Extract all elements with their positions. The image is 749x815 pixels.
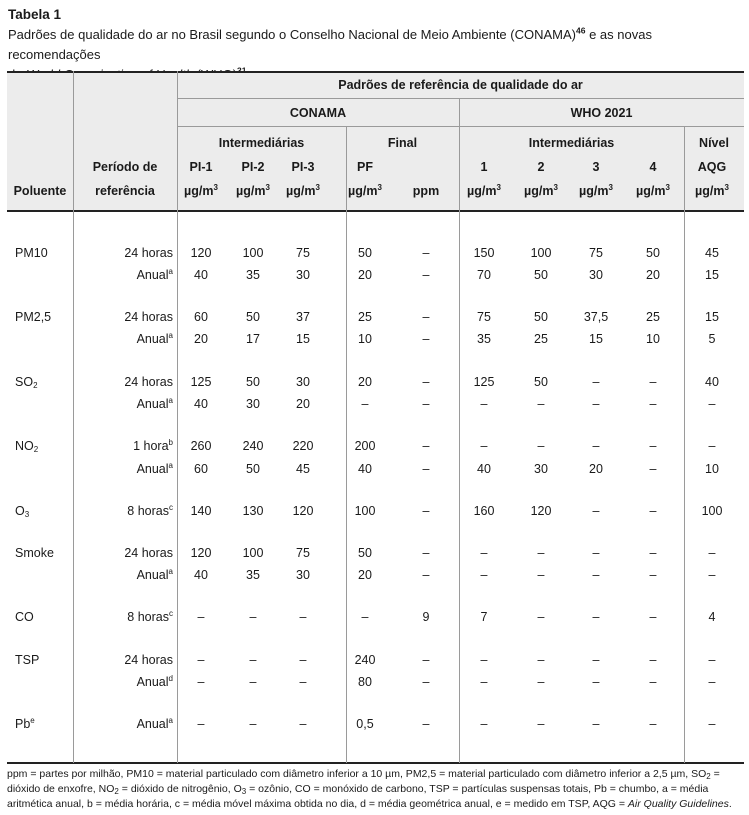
footnote-part-2: = dióxido de enxofre, NO (7, 768, 720, 795)
period-cell (77, 396, 173, 412)
bottom-rule (7, 762, 744, 764)
table-cell: 50 (358, 546, 372, 560)
footnote-part-1: ppm = partes por milhão, PM10 = material particulado com diâmetro inferior a 10 µm, PM2,5 = material particulado com diâmetro inferior a 2,5 µm, SO (7, 768, 707, 780)
table-cell: 150 (473, 246, 495, 260)
top-rule (7, 71, 744, 73)
period-text: Anual (136, 568, 169, 582)
table-cell: – (480, 653, 488, 667)
pollutant-name (15, 503, 73, 519)
period-text: 24 horas (124, 246, 173, 260)
table-cell: – (422, 439, 430, 453)
table-cell: 240 (242, 439, 264, 453)
table-cell: – (361, 610, 369, 624)
table-cell: – (299, 675, 307, 689)
table-cell: – (537, 439, 545, 453)
table-cell: 20 (194, 332, 208, 346)
pollutant-text: CO (15, 610, 34, 624)
period-superscript: a (168, 266, 173, 276)
table-cell: 0,5 (356, 717, 374, 731)
table-cell: 37,5 (583, 310, 609, 324)
column-unit (228, 183, 278, 199)
table-cell: 10 (646, 332, 660, 346)
table-cell: 200 (354, 439, 376, 453)
table-footnote (7, 767, 746, 812)
table-cell: – (649, 717, 657, 731)
table-cell: – (592, 675, 600, 689)
column-label: PI-3 (291, 160, 315, 174)
table-cell: – (480, 397, 488, 411)
table-cell: 30 (296, 375, 310, 389)
table-cell: 125 (473, 375, 495, 389)
unit-text: µg/m (524, 184, 554, 198)
period-superscript: a (168, 566, 173, 576)
table-cell: 20 (358, 268, 372, 282)
table-cell: – (708, 653, 716, 667)
table-cell: 75 (477, 310, 491, 324)
unit-text: µg/m (236, 184, 266, 198)
table-title: Tabela 1 (8, 7, 62, 22)
table-cell: 130 (242, 504, 264, 518)
table-cell: 37 (296, 310, 310, 324)
table-cell: 125 (190, 375, 212, 389)
table-cell: 100 (242, 546, 264, 560)
footnote-sub-1: 2 (706, 772, 711, 781)
unit-exponent: 3 (608, 182, 613, 192)
pollutant-text: Pb (15, 717, 31, 731)
table-cell: 50 (246, 310, 260, 324)
table-cell: – (249, 675, 257, 689)
table-cell: 50 (534, 268, 548, 282)
air-quality-table (7, 71, 744, 764)
table-cell: 20 (358, 375, 372, 389)
table-cell: – (249, 717, 257, 731)
table-cell: – (708, 546, 716, 560)
table-cell: 30 (296, 568, 310, 582)
column-label: PI-2 (241, 160, 265, 174)
pollutant-text: PM10 (15, 246, 48, 260)
table-cell: 50 (534, 375, 548, 389)
table-cell: 20 (296, 397, 310, 411)
table-cell: – (249, 610, 257, 624)
period-text: Anual (136, 462, 169, 476)
period-text: 24 horas (124, 653, 173, 667)
table-cell: – (537, 546, 545, 560)
period-cell (77, 245, 173, 261)
table-cell: 220 (292, 439, 314, 453)
header-poluente: Poluente (13, 184, 67, 198)
period-superscript: d (168, 673, 173, 683)
table-cell: 50 (246, 462, 260, 476)
header-line-2 (177, 126, 744, 127)
table-cell: 17 (246, 332, 260, 346)
table-cell: 30 (589, 268, 603, 282)
footnote-part-4: = ozônio, CO = monóxido de carbono, TSP = partículas suspensas totais, Pb = chumbo, a = média aritmética anual, b = média horária, c = média móvel máxima obtida no dia, d = média geométrica anual, e = medido em TSP, AQG = (7, 783, 709, 810)
period-cell (77, 309, 173, 325)
table-cell: – (422, 568, 430, 582)
column-label: AQG (697, 160, 727, 174)
header-line-1 (177, 98, 744, 99)
period-cell (77, 567, 173, 583)
table-cell: 60 (194, 310, 208, 324)
table-cell: – (197, 717, 205, 731)
footnote-part-3: = dióxido de nitrogênio, O (118, 783, 242, 795)
table-cell: – (422, 462, 430, 476)
column-label: 3 (592, 160, 600, 174)
table-cell: 10 (705, 462, 719, 476)
unit-exponent: 3 (496, 182, 501, 192)
unit-exponent: 3 (665, 182, 670, 192)
unit-exponent: 3 (724, 182, 729, 192)
table-cell: 9 (422, 610, 430, 624)
period-superscript: a (168, 715, 173, 725)
table-cell: – (708, 675, 716, 689)
table-cell: 20 (358, 568, 372, 582)
unit-text: µg/m (286, 184, 316, 198)
table-cell: – (422, 675, 430, 689)
header-periodo-2: referência (95, 184, 155, 198)
header-periodo-1: Período de (92, 160, 158, 174)
table-cell: 120 (530, 504, 552, 518)
table-cell: 15 (296, 332, 310, 346)
period-text: Anual (136, 397, 169, 411)
table-cell: – (649, 568, 657, 582)
header-final: Final (387, 136, 418, 150)
table-cell: – (592, 610, 600, 624)
pollutant-subscript: 2 (33, 381, 38, 390)
header-nivel: Nível (699, 136, 729, 150)
period-superscript: c (169, 502, 173, 512)
unit-text: µg/m (695, 184, 725, 198)
table-cell: 40 (194, 268, 208, 282)
table-cell: – (708, 439, 716, 453)
table-cell: 160 (473, 504, 495, 518)
table-cell: – (422, 268, 430, 282)
table-cell: – (480, 675, 488, 689)
period-text: Anual (136, 675, 169, 689)
unit-exponent: 3 (377, 182, 382, 192)
period-cell (77, 652, 173, 668)
unit-exponent: 3 (213, 182, 218, 192)
period-cell (77, 609, 173, 625)
period-superscript: a (168, 330, 173, 340)
table-cell: 5 (708, 332, 716, 346)
pollutant-text: Smoke (15, 546, 54, 560)
pollutant-name (15, 652, 73, 668)
table-cell: 40 (358, 462, 372, 476)
table-cell: 35 (246, 568, 260, 582)
column-unit (176, 183, 226, 199)
period-cell (77, 267, 173, 283)
footnote-italic: Air Quality Guidelines (627, 798, 729, 810)
table-cell: 100 (530, 246, 552, 260)
table-cell: – (249, 653, 257, 667)
pollutant-text: NO (15, 439, 34, 453)
column-unit (687, 183, 737, 199)
table-cell: 15 (705, 268, 719, 282)
table-cell: – (299, 653, 307, 667)
table-cell: – (361, 397, 369, 411)
header-who-intermediarias: Intermediárias (528, 136, 615, 150)
table-cell: – (480, 717, 488, 731)
caption-text-1b: e as novas recomendações (8, 27, 652, 62)
period-text: Anual (136, 268, 169, 282)
table-cell: – (480, 439, 488, 453)
table-cell: 100 (701, 504, 723, 518)
table-cell: 75 (296, 546, 310, 560)
period-cell (77, 674, 173, 690)
unit-text: µg/m (348, 184, 378, 198)
table-cell: 100 (242, 246, 264, 260)
column-unit (278, 183, 328, 199)
header-padroes: Padrões de referência de qualidade do ar (338, 78, 583, 92)
table-cell: 25 (534, 332, 548, 346)
table-cell: – (649, 504, 657, 518)
column-label: PF (357, 160, 373, 174)
pollutant-name (15, 245, 73, 261)
unit-exponent: 3 (265, 182, 270, 192)
table-cell: 30 (246, 397, 260, 411)
table-cell: – (422, 653, 430, 667)
period-cell (77, 503, 173, 519)
table-cell: 50 (646, 246, 660, 260)
column-label: 2 (537, 160, 545, 174)
pollutant-text: TSP (15, 653, 40, 667)
table-cell: 15 (705, 310, 719, 324)
table-cell: – (649, 462, 657, 476)
pollutant-name (15, 716, 73, 732)
header-conama: CONAMA (289, 106, 347, 120)
table-cell: 20 (589, 462, 603, 476)
table-cell: 4 (708, 610, 716, 624)
period-cell (77, 461, 173, 477)
header-conama-intermediarias: Intermediárias (218, 136, 305, 150)
header-bottom-rule (7, 210, 744, 212)
table-cell: 260 (190, 439, 212, 453)
table-cell: – (592, 568, 600, 582)
column-label: 1 (480, 160, 488, 174)
table-cell: – (708, 717, 716, 731)
unit-text: µg/m (579, 184, 609, 198)
table-cell: – (592, 653, 600, 667)
table-cell: – (708, 568, 716, 582)
pollutant-name (15, 545, 73, 561)
column-label: PI-1 (189, 160, 213, 174)
table-cell: – (649, 610, 657, 624)
table-cell: – (422, 375, 430, 389)
period-cell (77, 331, 173, 347)
period-text: Anual (136, 332, 169, 346)
period-text: 8 horas (127, 610, 169, 624)
table-cell: – (592, 375, 600, 389)
table-cell: – (537, 717, 545, 731)
table-cell: – (592, 397, 600, 411)
caption-ref-1: 46 (576, 25, 586, 36)
table-cell: 15 (589, 332, 603, 346)
column-unit (340, 183, 390, 199)
column-unit (571, 183, 621, 199)
unit-exponent: 3 (315, 182, 320, 192)
table-cell: 40 (705, 375, 719, 389)
pollutant-name (15, 309, 73, 325)
table-cell: – (592, 439, 600, 453)
table-cell: 20 (646, 268, 660, 282)
table-cell: 30 (534, 462, 548, 476)
table-cell: – (480, 546, 488, 560)
table-cell: 10 (358, 332, 372, 346)
period-superscript: a (168, 460, 173, 470)
table-cell: – (592, 504, 600, 518)
table-cell: 35 (246, 268, 260, 282)
divider-nivel (684, 126, 685, 763)
table-cell: – (299, 610, 307, 624)
table-cell: – (649, 675, 657, 689)
table-cell: – (422, 504, 430, 518)
table-cell: – (480, 568, 488, 582)
table-cell: – (299, 717, 307, 731)
pollutant-superscript: e (30, 715, 35, 725)
period-superscript: c (169, 608, 173, 618)
period-text: Anual (136, 717, 169, 731)
column-unit (459, 183, 509, 199)
table-cell: – (592, 546, 600, 560)
table-cell: 75 (589, 246, 603, 260)
table-cell: 30 (296, 268, 310, 282)
table-cell: – (537, 675, 545, 689)
pollutant-name (15, 374, 73, 390)
caption-line-1 (8, 25, 744, 65)
unit-text: µg/m (467, 184, 497, 198)
table-cell: 45 (296, 462, 310, 476)
unit-text: µg/m (184, 184, 214, 198)
table-cell: – (708, 397, 716, 411)
footnote-end: . (728, 798, 732, 810)
unit-exponent: 3 (553, 182, 558, 192)
table-cell: 100 (354, 504, 376, 518)
pollutant-name (15, 438, 73, 454)
table-cell: 25 (646, 310, 660, 324)
pollutant-name (15, 609, 73, 625)
table-cell: 35 (477, 332, 491, 346)
table-cell: 45 (705, 246, 719, 260)
column-unit: ppm (412, 184, 440, 198)
table-cell: 60 (194, 462, 208, 476)
table-cell: – (422, 546, 430, 560)
period-text: 8 horas (127, 504, 169, 518)
table-cell: – (197, 653, 205, 667)
period-text: 1 hora (133, 439, 169, 453)
table-cell: – (649, 397, 657, 411)
table-cell: 50 (534, 310, 548, 324)
period-text: 24 horas (124, 310, 173, 324)
table-cell: – (197, 610, 205, 624)
table-cell: – (537, 653, 545, 667)
table-cell: 25 (358, 310, 372, 324)
table-cell: 40 (194, 568, 208, 582)
period-cell (77, 374, 173, 390)
column-unit (516, 183, 566, 199)
table-cell: – (649, 375, 657, 389)
period-cell (77, 716, 173, 732)
table-cell: 40 (477, 462, 491, 476)
table-cell: – (422, 397, 430, 411)
table-cell: – (537, 568, 545, 582)
table-cell: – (537, 397, 545, 411)
period-cell (77, 438, 173, 454)
table-cell: 75 (296, 246, 310, 260)
period-text: 24 horas (124, 546, 173, 560)
table-cell: – (422, 310, 430, 324)
caption-text-1: Padrões de qualidade do ar no Brasil segundo o Conselho Nacional de Meio Ambiente (CONAMA) (8, 27, 576, 42)
period-superscript: b (168, 437, 173, 447)
table-cell: – (649, 439, 657, 453)
table-cell: 240 (354, 653, 376, 667)
footnote-sub-2: 2 (114, 787, 119, 796)
table-cell: – (649, 653, 657, 667)
table-cell: 120 (292, 504, 314, 518)
header-who: WHO 2021 (570, 106, 633, 120)
table-cell: 80 (358, 675, 372, 689)
table-cell: – (422, 717, 430, 731)
pollutant-text: O (15, 504, 25, 518)
pollutant-subscript: 2 (33, 445, 39, 454)
table-cell: – (197, 675, 205, 689)
table-cell: 140 (190, 504, 212, 518)
pollutant-text: PM2,5 (15, 310, 52, 324)
period-text: 24 horas (124, 375, 173, 389)
table-cell: 120 (190, 246, 212, 260)
table-cell: – (592, 717, 600, 731)
table-cell: 50 (246, 375, 260, 389)
table-cell: 40 (194, 397, 208, 411)
pollutant-text: SO (15, 375, 34, 389)
column-unit (628, 183, 678, 199)
table-cell: – (649, 546, 657, 560)
table-cell: 50 (358, 246, 372, 260)
table-cell: 120 (190, 546, 212, 560)
table-cell: – (422, 246, 430, 260)
unit-text: µg/m (636, 184, 666, 198)
period-superscript: a (168, 395, 173, 405)
pollutant-subscript: 3 (24, 510, 30, 519)
table-cell: – (422, 332, 430, 346)
period-cell (77, 545, 173, 561)
footnote-sub-3: 3 (241, 787, 247, 796)
table-cell: – (537, 610, 545, 624)
table-cell: 70 (477, 268, 491, 282)
column-label: 4 (649, 160, 657, 174)
table-cell: 7 (480, 610, 488, 624)
